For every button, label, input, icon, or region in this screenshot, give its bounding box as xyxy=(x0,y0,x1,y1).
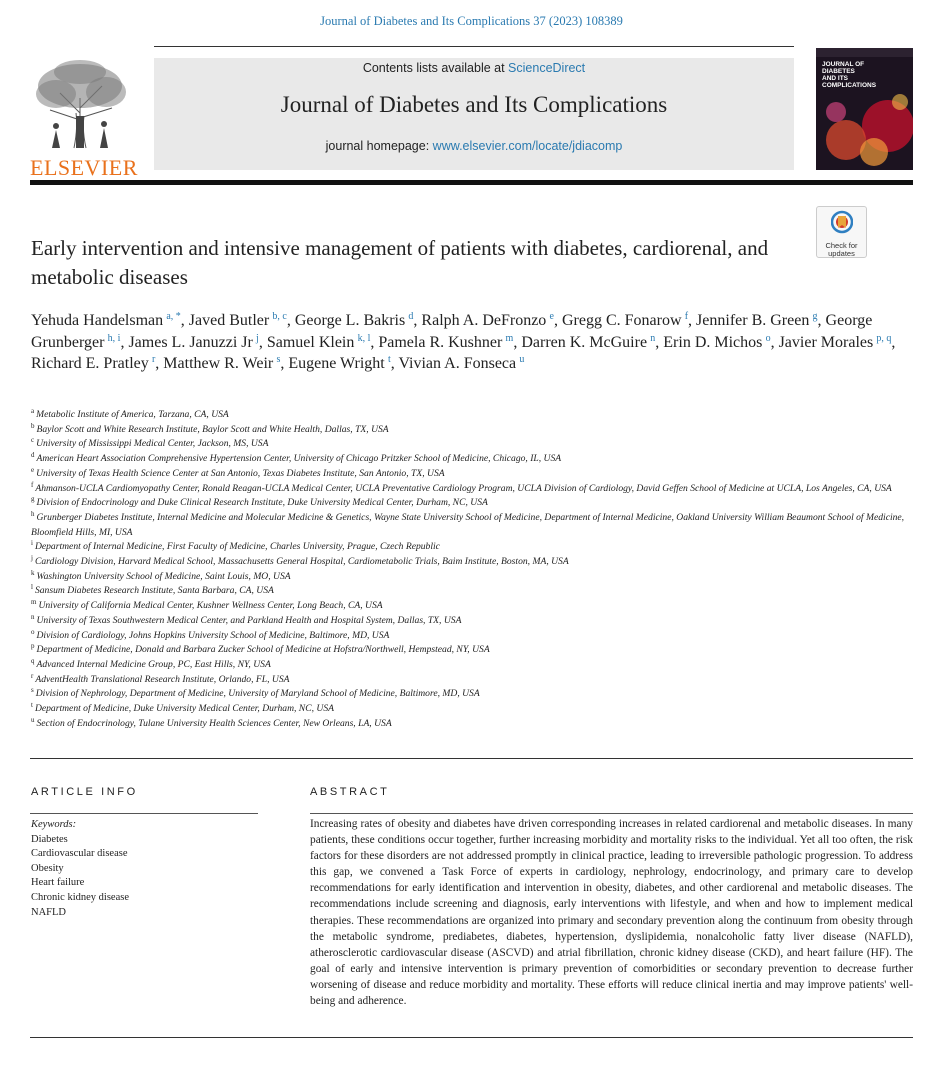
affiliation-text: Washington University School of Medicine, Saint Louis, MO, USA xyxy=(36,570,291,582)
cover-line: JOURNAL OF xyxy=(822,61,865,68)
affiliation-text: American Heart Association Comprehensive Hypertension Center, University of Chicago Pritzker School of Medicine, Chicago, IL, USA xyxy=(36,453,562,465)
author[interactable] xyxy=(779,334,892,351)
author-affiliation-marker[interactable]: s xyxy=(276,354,281,365)
author[interactable] xyxy=(31,312,181,329)
affiliation-key: s xyxy=(31,686,34,695)
affiliation-text: University of California Medical Center, Kushner Wellness Center, Long Beach, CA, USA xyxy=(38,600,383,612)
author-affiliation-marker[interactable]: j xyxy=(256,332,259,344)
author-name[interactable]: James L. Januzzi Jr xyxy=(128,333,253,351)
author-name[interactable]: Matthew R. Weir xyxy=(163,355,274,372)
badge-label xyxy=(817,242,866,258)
article-info-heading: ARTICLE INFO xyxy=(31,786,138,798)
homepage-prefix: journal homepage: xyxy=(325,139,433,153)
affiliation-key: f xyxy=(31,480,34,489)
elsevier-tree-icon xyxy=(30,58,130,150)
affiliation xyxy=(31,629,911,644)
affiliation-text: Baylor Scott and White Research Institute, Baylor Scott and White Health, Dallas, TX, USA xyxy=(36,423,389,435)
affiliation-key: h xyxy=(31,509,35,518)
affiliation-key: b xyxy=(31,421,35,430)
author[interactable] xyxy=(378,334,513,351)
author-affiliation-marker[interactable]: m xyxy=(505,332,514,344)
affiliation-key: n xyxy=(31,612,35,621)
author[interactable] xyxy=(189,312,287,329)
affiliation-key: t xyxy=(31,701,33,710)
affiliation xyxy=(31,717,911,732)
affiliation-key: a xyxy=(31,407,35,415)
author-name[interactable]: Ralph A. DeFronzo xyxy=(421,312,547,329)
affiliation-text: Department of Medicine, Duke University Medical Center, Durham, NC, USA xyxy=(34,703,334,715)
author[interactable] xyxy=(31,355,155,372)
keyword[interactable]: Cardiovascular disease xyxy=(31,848,128,860)
author[interactable] xyxy=(696,312,818,329)
affiliation xyxy=(31,570,911,585)
affiliation xyxy=(31,452,911,467)
badge-line: Check for xyxy=(825,241,858,250)
affiliation-key: m xyxy=(31,598,37,607)
author[interactable] xyxy=(295,312,414,329)
author-affiliation-marker[interactable]: h, i xyxy=(107,332,121,344)
journal-masthead xyxy=(154,58,794,170)
affiliation xyxy=(31,467,911,482)
author-affiliation-marker[interactable]: p, q xyxy=(876,332,892,344)
affiliation xyxy=(31,496,911,511)
keyword[interactable]: Chronic kidney disease xyxy=(31,891,129,903)
article-title: Early intervention and intensive management of patients with diabetes, cardiorenal, and metabolic diseases xyxy=(31,236,769,289)
author-list: Yehuda Handelsman $^{a, *}$, Javed Butler $^{b, c}$, George L. Bakris $^d$, Ralph A. DeFronzo $^e$, Gregg C. Fonarow $^f$, Jennifer B. Green $^g$, George Grunberger $^{h, i}$, James L. Januzzi Jr $^j$, Samuel Klein $^{k, l}$, Pamela R. Kushner $^m$, Darren K. McGuire $^n$, Erin D. Michos $^o$, Javier Morales $^{p, q}$, Richard E. Pratley $^r$, Matthew R. Weir $^s$, Eugene Wright $^t$, Vivian A. Fonseca $^u$ xyxy=(31,311,896,372)
affiliation xyxy=(31,423,911,438)
affiliation xyxy=(31,540,911,555)
affiliation-key: l xyxy=(31,583,33,592)
homepage-line xyxy=(154,139,794,153)
author-name[interactable]: Erin D. Michos xyxy=(663,333,763,351)
affiliation xyxy=(31,599,911,614)
author-affiliation-marker[interactable]: k, l xyxy=(357,332,371,344)
affiliation-key: u xyxy=(31,715,35,724)
journal-cover[interactable] xyxy=(816,48,913,170)
author-name[interactable]: Richard E. Pratley xyxy=(31,355,149,372)
abstract-heading: ABSTRACT xyxy=(310,786,390,798)
affiliation-key: o xyxy=(31,627,35,636)
author[interactable] xyxy=(562,312,688,329)
author-affiliation-marker[interactable]: a, * xyxy=(166,311,181,322)
author-affiliation-marker[interactable]: g xyxy=(812,311,818,322)
cover-line: AND ITS xyxy=(822,75,848,82)
author-affiliation-marker[interactable]: b, c xyxy=(272,311,287,322)
check-for-updates-badge[interactable] xyxy=(816,206,867,258)
affiliation xyxy=(31,555,911,570)
masthead-thick-rule xyxy=(30,180,913,185)
affiliation xyxy=(31,702,911,717)
author-affiliation-marker[interactable]: d xyxy=(408,311,414,322)
keywords-label: Keywords: xyxy=(31,819,77,830)
affiliation-text: Division of Cardiology, Johns Hopkins University School of Medicine, Baltimore, MD, USA xyxy=(36,629,390,641)
affiliation-key: e xyxy=(31,465,35,474)
affiliation-text: Division of Endocrinology and Duke Clinical Research Institute, Duke University Medical Center, Durham, NC, USA xyxy=(36,497,488,509)
affiliation xyxy=(31,614,911,629)
affiliation-text: University of Texas Southwestern Medical Center, and Parkland Health and Hospital System, Dallas, TX, USA xyxy=(36,614,462,626)
header-rule xyxy=(154,46,794,47)
affiliation xyxy=(31,584,911,599)
affiliation-text: Department of Medicine, Donald and Barbara Zucker School of Medicine at Hofstra/Northwell, Hempstead, NY, USA xyxy=(36,644,490,656)
bottom-rule xyxy=(30,1037,913,1038)
affiliation-text: Sansum Diabetes Research Institute, Santa Barbara, CA, USA xyxy=(34,585,274,597)
author-name[interactable]: George Grunberger xyxy=(31,312,873,351)
affiliation-key: k xyxy=(31,568,35,577)
abstract-rule xyxy=(310,813,913,814)
author[interactable] xyxy=(163,355,280,372)
affiliation xyxy=(31,658,911,673)
affiliation-list xyxy=(31,408,911,731)
check-for-updates-icon xyxy=(831,210,853,236)
affiliation-key: d xyxy=(31,451,35,460)
author-affiliation-marker[interactable]: e xyxy=(549,311,554,322)
abstract-text: Increasing rates of obesity and diabetes have driven corresponding increases in related cardiorenal and metabolic diseases. In many patients, these conditions occur together, further increasing morbidity and mortality risks to the individual. Yet all too often, the risk factors for these disorders are not addressed promptly in clinical practice, leading to irreversible pathologic progression. To address this gap, we convened a Task Force of experts in cardiology, nephrology, endocrinology, and primary care to develop recommendations for early identification and intervention in obesity, diabetes, and other cardiorenal and metabolic diseases. The recommendations include screening and diagnosis, early interventions with lifestyle, and when and how to implement medical therapies. These recommendations are organized into primary and secondary prevention along the continuum from obesity through the metabolic syndrome, prediabetes, diabetes, hypertension, dyslipidemia, nonalcoholic fatty liver disease (NAFLD), atherosclerotic cardiovascular disease (ASCVD) and atrial fibrillation, chronic kidney disease (CKD), and heart failure (HF). The goal of early and intensive intervention is primary prevention of comorbidities or secondary prevention to decrease further worsening of disease and reduce morbidity and mortality. These efforts will reduce clinical inertia and may improve patients' well-being and adherence. xyxy=(310,818,913,1008)
contents-prefix: Contents lists available at xyxy=(362,61,509,75)
affiliation-text: Cardiology Division, Harvard Medical School, Massachusetts General Hospital, Cardiometabolic Trials, Baim Institute, Boston, MA, USA xyxy=(34,556,569,568)
affiliation xyxy=(31,687,911,702)
author-name[interactable]: George L. Bakris xyxy=(294,312,406,329)
affiliation-key: j xyxy=(31,554,33,563)
affiliation-key: r xyxy=(31,671,34,680)
affiliation-key: p xyxy=(31,642,35,651)
author-affiliation-marker[interactable]: n xyxy=(650,332,656,344)
affiliation-key: c xyxy=(31,436,35,445)
keyword[interactable]: NAFLD xyxy=(31,906,67,918)
affiliation-text: Ahmanson-UCLA Cardiomyopathy Center, Ronald Reagan-UCLA Medical Center, UCLA Preventative Cardiology Program, UCLA Division of Cardiology, David Geffen School of Medicine at UCLA, Los Angeles, CA, USA xyxy=(35,482,892,494)
author[interactable] xyxy=(288,355,390,372)
keyword[interactable]: Heart failure xyxy=(31,877,85,889)
affiliation xyxy=(31,482,911,497)
author-name[interactable]: Javier Morales xyxy=(778,333,874,351)
affiliation-text: Advanced Internal Medicine Group, PC, East Hills, NY, USA xyxy=(36,658,271,670)
affiliation-text: Division of Nephrology, Department of Medicine, University of Maryland School of Medicine, Baltimore, MD, USA xyxy=(35,688,480,700)
affiliation xyxy=(31,511,911,540)
author-name[interactable]: Darren K. McGuire xyxy=(521,333,648,351)
journal-citation[interactable]: Journal of Diabetes and Its Complications 37 (2023) 108389 xyxy=(320,14,623,28)
author[interactable] xyxy=(663,334,770,351)
cover-title xyxy=(822,61,876,89)
affiliation-key: i xyxy=(31,539,33,548)
affiliation-key: g xyxy=(31,495,35,504)
author-name[interactable]: Gregg C. Fonarow xyxy=(561,312,682,329)
homepage-link[interactable]: www.elsevier.com/locate/jdiacomp xyxy=(432,139,623,153)
author-affiliation-marker[interactable]: r xyxy=(151,354,156,365)
author-affiliation-marker[interactable]: f xyxy=(684,311,689,322)
affiliation-text: Grunberger Diabetes Institute, Internal Medicine and Molecular Medicine & Genetics, Wayne State University School of Medicine, Department of Internal Medicine, Oakland University William Beaumont School of Medicine, Bloomfield Hills, MI, USA xyxy=(31,511,905,538)
badge-line: updates xyxy=(828,249,855,258)
elsevier-logo[interactable] xyxy=(30,58,138,180)
affiliation-text: University of Texas Health Science Center at San Antonio, Texas Diabetes Institute, San Antonio, TX, USA xyxy=(36,467,445,479)
author-name[interactable]: Samuel Klein xyxy=(266,333,355,351)
affiliation-text: Section of Endocrinology, Tulane University Health Sciences Center, New Orleans, LA, USA xyxy=(36,717,392,729)
affiliation xyxy=(31,673,911,688)
author-affiliation-marker[interactable]: o xyxy=(765,332,771,344)
author[interactable] xyxy=(421,312,554,329)
cover-line: COMPLICATIONS xyxy=(822,82,877,89)
author-name[interactable]: Javed Butler xyxy=(188,312,270,329)
keyword[interactable]: Obesity xyxy=(31,862,64,874)
affiliation-text: University of Mississippi Medical Center, Jackson, MS, USA xyxy=(36,438,269,450)
author-name[interactable]: Eugene Wright xyxy=(288,355,385,372)
author-name[interactable]: Yehuda Handelsman xyxy=(31,312,164,329)
contents-line xyxy=(154,61,794,75)
keyword[interactable]: Diabetes xyxy=(31,833,68,845)
affiliation-key: q xyxy=(31,656,35,665)
affiliation xyxy=(31,437,911,452)
author[interactable] xyxy=(521,334,655,351)
article-info-rule xyxy=(30,813,258,814)
affiliation-text: Department of Internal Medicine, First Faculty of Medicine, Charles University, Prague, Czech Republic xyxy=(34,541,440,553)
cover-line: DIABETES xyxy=(822,68,855,75)
author-affiliation-marker[interactable]: t xyxy=(387,354,391,365)
author-affiliation-marker[interactable]: u xyxy=(519,354,525,365)
section-rule xyxy=(30,758,913,759)
author[interactable] xyxy=(398,355,524,372)
author-name[interactable]: Jennifer B. Green xyxy=(696,312,810,329)
journal-title: Journal of Diabetes and Its Complications xyxy=(280,92,668,117)
keywords-block xyxy=(31,818,129,920)
author[interactable] xyxy=(128,334,258,351)
author[interactable] xyxy=(267,334,371,351)
affiliation xyxy=(31,643,911,658)
author-name[interactable]: Pamela R. Kushner xyxy=(378,333,503,351)
sciencedirect-link[interactable]: ScienceDirect xyxy=(508,61,586,75)
affiliation-text: AdventHealth Translational Research Institute, Orlando, FL, USA xyxy=(35,673,290,685)
publisher-name: ELSEVIER xyxy=(30,155,138,180)
affiliation-text: Metabolic Institute of America, Tarzana, CA, USA xyxy=(36,409,229,420)
author-name[interactable]: Vivian A. Fonseca xyxy=(398,355,517,372)
affiliation xyxy=(31,408,911,423)
